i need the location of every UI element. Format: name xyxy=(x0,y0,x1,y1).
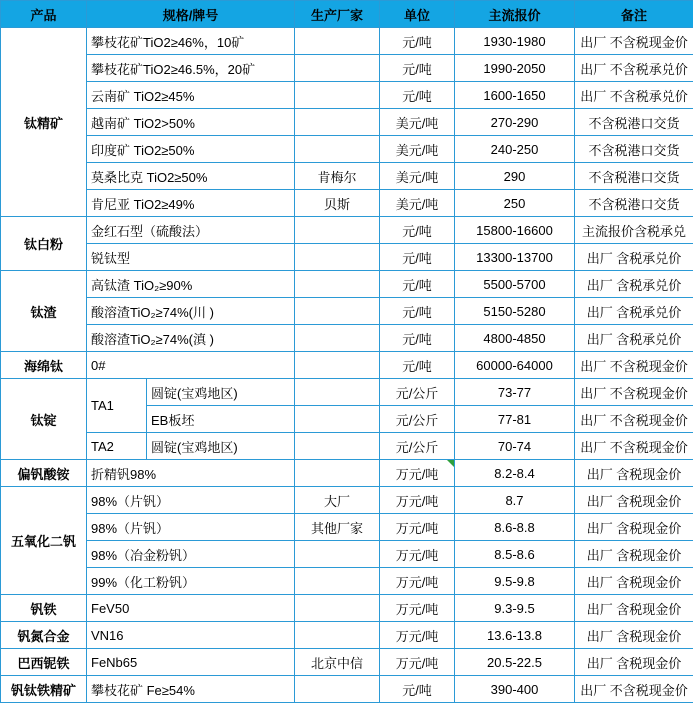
cell-manufacturer: 大厂 xyxy=(295,487,380,514)
table-row xyxy=(1,460,693,487)
cell-spec: 攀枝花矿TiO2≥46.5%，20矿 xyxy=(87,55,295,82)
cell-price: 5500-5700 xyxy=(455,271,575,298)
cell-note: 出厂 含税现金价 xyxy=(575,568,693,595)
cell-price: 8.2-8.4 xyxy=(455,460,575,487)
cell-note: 出厂 不含税现金价 xyxy=(575,433,693,460)
table-row xyxy=(1,109,693,136)
cell-price: 13300-13700 xyxy=(455,244,575,271)
cell-spec: 金红石型（硫酸法） xyxy=(87,217,295,244)
cell-note: 出厂 含税现金价 xyxy=(575,514,693,541)
cell-unit: 元/吨 xyxy=(380,28,455,55)
cell-product: 钛渣 xyxy=(1,271,87,352)
cell-unit: 元/吨 xyxy=(380,271,455,298)
cell-price: 270-290 xyxy=(455,109,575,136)
table-row xyxy=(1,568,693,595)
cell-product: 五氧化二钒 xyxy=(1,487,87,595)
cell-note: 出厂 不含税现金价 xyxy=(575,379,693,406)
cell-spec: TA1 xyxy=(87,379,147,433)
table-row xyxy=(1,190,693,217)
cell-note: 不含税港口交货 xyxy=(575,190,693,217)
cell-price: 9.5-9.8 xyxy=(455,568,575,595)
cell-spec: 云南矿 TiO2≥45% xyxy=(87,82,295,109)
cell-spec: 莫桑比克 TiO2≥50% xyxy=(87,163,295,190)
cell-unit: 元/吨 xyxy=(380,82,455,109)
cell-unit: 万元/吨 xyxy=(380,541,455,568)
cell-spec: 酸溶渣TiO₂≥74%(川 ) xyxy=(87,298,295,325)
cell-product: 钛精矿 xyxy=(1,28,87,217)
cell-manufacturer xyxy=(295,406,380,433)
cell-price: 1990-2050 xyxy=(455,55,575,82)
table-row xyxy=(1,514,693,541)
cell-note: 出厂 含税承兑价 xyxy=(575,298,693,325)
cell-price: 15800-16600 xyxy=(455,217,575,244)
cell-manufacturer xyxy=(295,28,380,55)
cell-product: 钒钛铁精矿 xyxy=(1,676,87,703)
table-row xyxy=(1,676,693,703)
table-row xyxy=(1,217,693,244)
header-manufacturer: 生产厂家 xyxy=(295,1,380,28)
cell-price: 20.5-22.5 xyxy=(455,649,575,676)
cell-manufacturer xyxy=(295,271,380,298)
cell-manufacturer xyxy=(295,622,380,649)
table-row xyxy=(1,244,693,271)
cell-product: 钒氮合金 xyxy=(1,622,87,649)
cell-manufacturer: 北京中信 xyxy=(295,649,380,676)
cell-unit: 美元/吨 xyxy=(380,109,455,136)
cell-manufacturer xyxy=(295,109,380,136)
cell-manufacturer xyxy=(295,541,380,568)
table-row xyxy=(1,352,693,379)
cell-price: 1930-1980 xyxy=(455,28,575,55)
header-product: 产品 xyxy=(1,1,87,28)
cell-note: 出厂 含税承兑价 xyxy=(575,271,693,298)
cell-unit: 元/公斤 xyxy=(380,406,455,433)
cell-unit: 万元/吨 xyxy=(380,460,455,487)
cell-spec: 99%（化工粉钒） xyxy=(87,568,295,595)
cell-spec: 攀枝花矿 Fe≥54% xyxy=(87,676,295,703)
cell-spec: 攀枝花矿TiO2≥46%，10矿 xyxy=(87,28,295,55)
table-header-row xyxy=(1,1,693,28)
table-row xyxy=(1,82,693,109)
cell-spec: 锐钛型 xyxy=(87,244,295,271)
cell-price: 390-400 xyxy=(455,676,575,703)
cell-note: 主流报价含税承兑 xyxy=(575,217,693,244)
cell-price: 5150-5280 xyxy=(455,298,575,325)
cell-spec: 折精钒98% xyxy=(87,460,295,487)
cell-spec: 98%（片钒） xyxy=(87,514,295,541)
table-row xyxy=(1,163,693,190)
cell-unit: 元/吨 xyxy=(380,325,455,352)
table-row xyxy=(1,136,693,163)
cell-manufacturer xyxy=(295,244,380,271)
cell-price: 240-250 xyxy=(455,136,575,163)
cell-spec: 印度矿 TiO2≥50% xyxy=(87,136,295,163)
cell-unit: 元/吨 xyxy=(380,298,455,325)
cell-spec: 98%（冶金粉钒） xyxy=(87,541,295,568)
cell-manufacturer xyxy=(295,298,380,325)
header-unit: 单位 xyxy=(380,1,455,28)
table-row xyxy=(1,649,693,676)
cell-unit: 元/吨 xyxy=(380,352,455,379)
cell-manufacturer xyxy=(295,379,380,406)
cell-note: 出厂 不含税承兑价 xyxy=(575,55,693,82)
cell-product: 钒铁 xyxy=(1,595,87,622)
cell-unit: 元/吨 xyxy=(380,676,455,703)
cell-unit: 元/吨 xyxy=(380,55,455,82)
cell-note: 出厂 不含税承兑价 xyxy=(575,82,693,109)
cell-manufacturer: 贝斯 xyxy=(295,190,380,217)
cell-manufacturer xyxy=(295,82,380,109)
cell-note: 不含税港口交货 xyxy=(575,136,693,163)
cell-price: 250 xyxy=(455,190,575,217)
cell-unit: 万元/吨 xyxy=(380,649,455,676)
cell-manufacturer xyxy=(295,460,380,487)
cell-product: 巴西铌铁 xyxy=(1,649,87,676)
cell-manufacturer xyxy=(295,352,380,379)
cell-spec-sub: 圆锭(宝鸡地区) xyxy=(147,433,295,460)
cell-manufacturer xyxy=(295,325,380,352)
cell-spec: 0# xyxy=(87,352,295,379)
cell-note: 出厂 不含税现金价 xyxy=(575,406,693,433)
cell-unit: 万元/吨 xyxy=(380,487,455,514)
cell-unit: 元/吨 xyxy=(380,244,455,271)
cell-note: 出厂 含税现金价 xyxy=(575,622,693,649)
header-price: 主流报价 xyxy=(455,1,575,28)
cell-manufacturer xyxy=(295,676,380,703)
cell-price: 60000-64000 xyxy=(455,352,575,379)
cell-manufacturer: 其他厂家 xyxy=(295,514,380,541)
cell-unit: 元/公斤 xyxy=(380,379,455,406)
cell-spec: FeV50 xyxy=(87,595,295,622)
cell-note: 出厂 含税现金价 xyxy=(575,595,693,622)
cell-manufacturer xyxy=(295,136,380,163)
cell-spec: TA2 xyxy=(87,433,147,460)
cell-manufacturer: 肯梅尔 xyxy=(295,163,380,190)
cell-unit: 万元/吨 xyxy=(380,568,455,595)
cell-price: 4800-4850 xyxy=(455,325,575,352)
cell-spec: FeNb65 xyxy=(87,649,295,676)
table-row xyxy=(1,325,693,352)
cell-note: 出厂 含税现金价 xyxy=(575,487,693,514)
cell-price: 8.7 xyxy=(455,487,575,514)
cell-note: 出厂 含税承兑价 xyxy=(575,244,693,271)
table-row xyxy=(1,298,693,325)
cell-price: 8.5-8.6 xyxy=(455,541,575,568)
table-row xyxy=(1,433,693,460)
cell-product: 钛白粉 xyxy=(1,217,87,271)
cell-manufacturer xyxy=(295,433,380,460)
cell-spec-sub: 圆锭(宝鸡地区) xyxy=(147,379,295,406)
cell-note: 出厂 含税承兑价 xyxy=(575,325,693,352)
cell-price: 290 xyxy=(455,163,575,190)
cell-unit: 万元/吨 xyxy=(380,514,455,541)
cell-unit: 万元/吨 xyxy=(380,622,455,649)
cell-price: 8.6-8.8 xyxy=(455,514,575,541)
cell-unit: 元/公斤 xyxy=(380,433,455,460)
cell-note: 出厂 含税现金价 xyxy=(575,460,693,487)
cell-note: 不含税港口交货 xyxy=(575,163,693,190)
cell-note: 出厂 含税现金价 xyxy=(575,541,693,568)
cell-spec: 肯尼亚 TiO2≥49% xyxy=(87,190,295,217)
cell-product: 钛锭 xyxy=(1,379,87,460)
table-row xyxy=(1,379,693,406)
cell-note: 出厂 不含税现金价 xyxy=(575,352,693,379)
table-row xyxy=(1,55,693,82)
cell-manufacturer xyxy=(295,568,380,595)
cell-price: 73-77 xyxy=(455,379,575,406)
cell-price: 1600-1650 xyxy=(455,82,575,109)
table-row xyxy=(1,595,693,622)
cell-unit: 万元/吨 xyxy=(380,595,455,622)
cell-note: 出厂 含税现金价 xyxy=(575,649,693,676)
cell-note: 出厂 不含税现金价 xyxy=(575,676,693,703)
cell-spec: 酸溶渣TiO₂≥74%(滇 ) xyxy=(87,325,295,352)
cell-spec: 高钛渣 TiO₂≥90% xyxy=(87,271,295,298)
cell-spec: VN16 xyxy=(87,622,295,649)
cell-unit: 美元/吨 xyxy=(380,163,455,190)
cell-note: 出厂 不含税现金价 xyxy=(575,28,693,55)
cell-product: 海绵钛 xyxy=(1,352,87,379)
table-row xyxy=(1,271,693,298)
table-body xyxy=(1,28,693,703)
cell-manufacturer xyxy=(295,55,380,82)
cell-note: 不含税港口交货 xyxy=(575,109,693,136)
cell-price: 70-74 xyxy=(455,433,575,460)
header-spec: 规格/牌号 xyxy=(87,1,295,28)
cell-spec: 越南矿 TiO2>50% xyxy=(87,109,295,136)
cell-price: 13.6-13.8 xyxy=(455,622,575,649)
cell-manufacturer xyxy=(295,217,380,244)
table-row xyxy=(1,622,693,649)
header-note: 备注 xyxy=(575,1,693,28)
cell-product: 偏钒酸铵 xyxy=(1,460,87,487)
cell-price: 9.3-9.5 xyxy=(455,595,575,622)
cell-unit: 元/吨 xyxy=(380,217,455,244)
cell-unit: 美元/吨 xyxy=(380,136,455,163)
cell-spec: 98%（片钒） xyxy=(87,487,295,514)
table-row xyxy=(1,541,693,568)
table-row xyxy=(1,487,693,514)
cell-price: 77-81 xyxy=(455,406,575,433)
cell-manufacturer xyxy=(295,595,380,622)
cell-spec-sub: EB板坯 xyxy=(147,406,295,433)
cell-unit: 美元/吨 xyxy=(380,190,455,217)
table-row xyxy=(1,28,693,55)
